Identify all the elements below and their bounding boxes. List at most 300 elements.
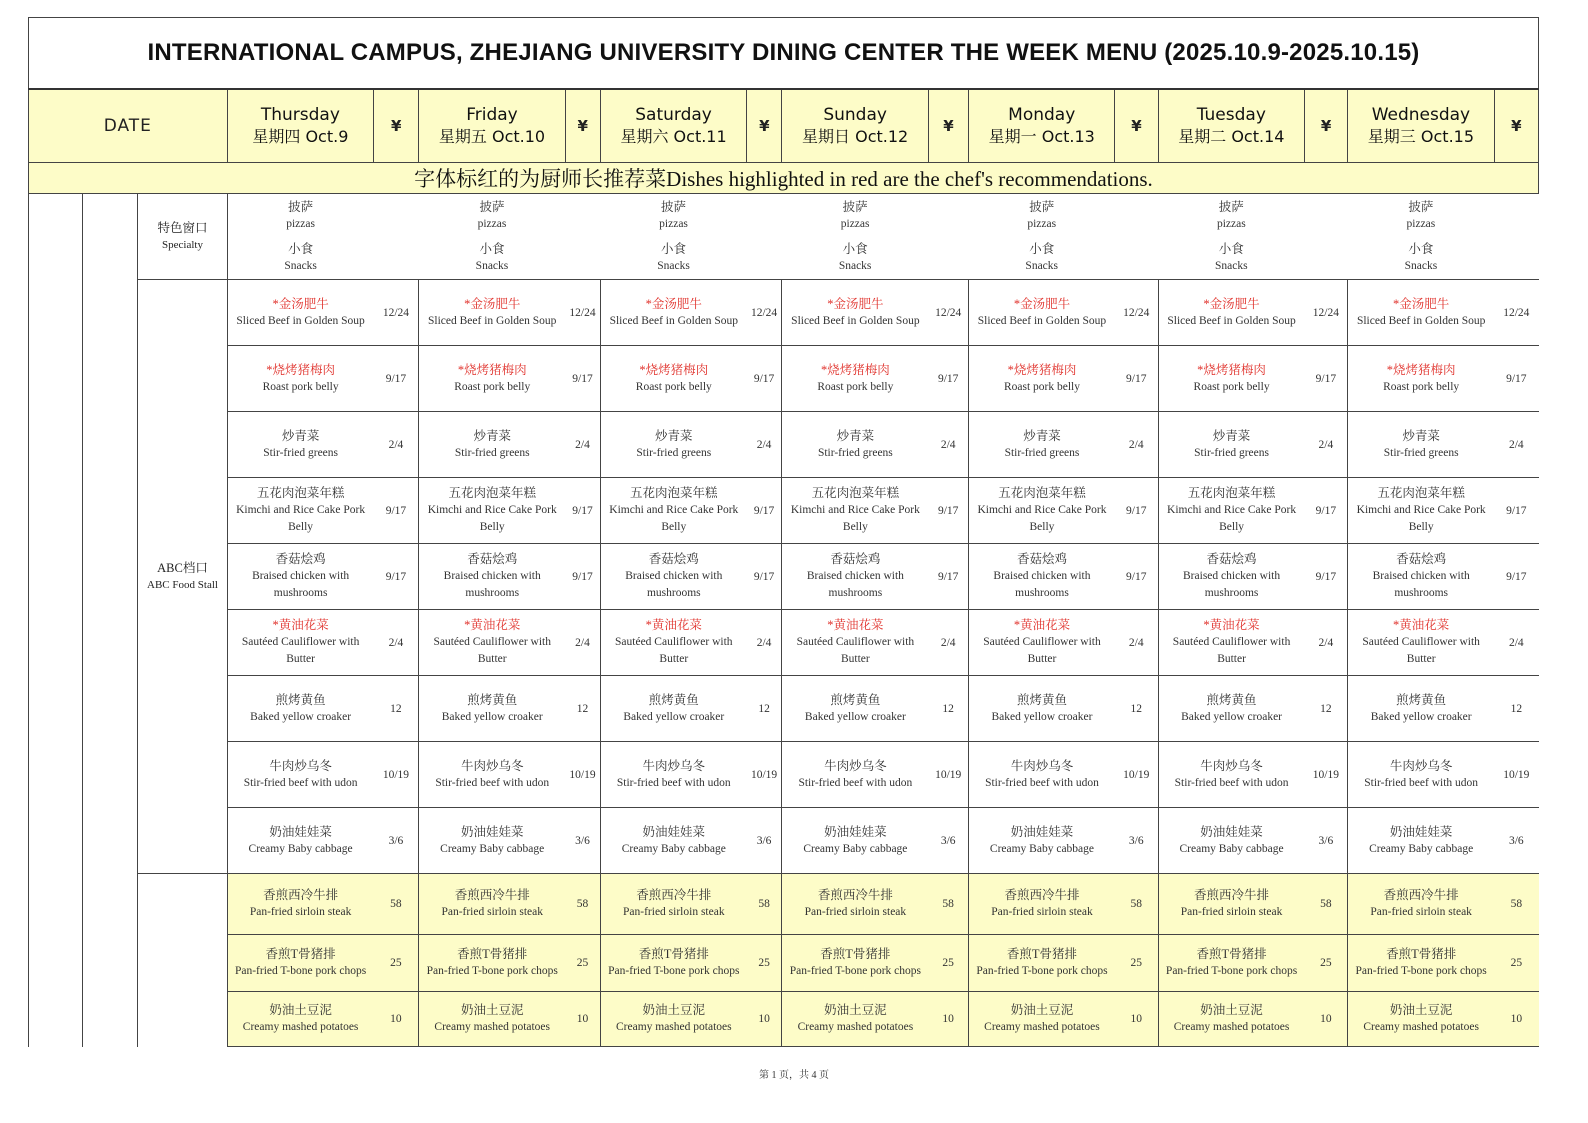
dish-name-en: Stir-fried greens [454, 446, 530, 459]
dish-cell [419, 935, 565, 992]
item-name-cn: 小食 [1218, 241, 1244, 256]
item-name-en: pizzas [1027, 217, 1057, 230]
dish-name-cn: *金汤肥牛 [1203, 296, 1260, 311]
dish-cell [227, 544, 373, 610]
dish-name-cn: 香煎西冷牛排 [263, 888, 339, 902]
specialty-cell [968, 194, 1114, 280]
dish-price: 3/6 [1115, 808, 1158, 874]
day-name: Sunday [823, 105, 887, 125]
day-name: Saturday [635, 105, 712, 125]
specialty-item [968, 241, 1114, 275]
dish-cell [782, 544, 928, 610]
dish-name-cn: 奶油娃娃菜 [460, 824, 524, 839]
dish-price: 10 [374, 992, 419, 1047]
item-name-cn: 披萨 [842, 199, 868, 214]
dish-name-en: Sautéed Cauliflower with Butter [1362, 636, 1480, 665]
dish-name-en: Pan-fried sirloin steak [249, 906, 352, 918]
dish-name-en: Creamy Baby cabbage [440, 842, 545, 855]
western-dish-row [29, 992, 1539, 1047]
dish-cell [1158, 676, 1304, 742]
window-name-en: ABC Food Stall [147, 578, 218, 591]
dish-price: 12 [565, 676, 600, 742]
dish-name-cn: *黄油花菜 [1393, 618, 1450, 632]
dish-price: 2/4 [747, 610, 782, 676]
day-date: Oct.9 [305, 127, 349, 146]
dish-name-en: Creamy Baby cabbage [621, 842, 726, 855]
dish-name-en: Stir-fried beef with udon [435, 776, 550, 789]
dish-cell [782, 346, 928, 412]
abc-dish-row [29, 280, 1539, 346]
item-name-cn: 披萨 [661, 199, 687, 214]
dish-name-cn: 香菇烩鸡 [1206, 552, 1257, 566]
dish-name-en: Roast pork belly [454, 380, 531, 393]
specialty-item [600, 199, 746, 233]
dish-cell [1348, 676, 1494, 742]
dish-price: 25 [374, 935, 419, 992]
dish-name-cn: *烧烤猪梅肉 [820, 362, 890, 377]
dish-cell [419, 610, 565, 676]
item-name-cn: 小食 [288, 241, 314, 256]
dish-cell [1158, 935, 1304, 992]
item-name-cn: 披萨 [1218, 199, 1244, 214]
dish-name-en: Stir-fried beef with udon [1174, 776, 1289, 789]
dish-price: 9/17 [1305, 544, 1348, 610]
dish-cell [1158, 478, 1304, 544]
dish-name-cn: 五花肉泡菜年糕 [256, 486, 345, 500]
dish-cell [968, 412, 1114, 478]
dish-cell [782, 676, 928, 742]
dish-name-en: Stir-fried beef with udon [616, 776, 731, 789]
abc-dish-row [29, 676, 1539, 742]
dish-name-cn: 五花肉泡菜年糕 [1377, 486, 1465, 500]
dish-price: 9/17 [374, 346, 419, 412]
day-name-cn: 星期二 [1178, 127, 1227, 146]
item-name-en: pizzas [840, 217, 870, 230]
dish-name-en: Creamy Baby cabbage [989, 842, 1095, 855]
page-footer: 第 1 页，共 4 页 [759, 1070, 829, 1081]
dish-name-cn: *黄油花菜 [645, 618, 702, 632]
specialty-cell [1348, 194, 1494, 280]
dish-price: 25 [1494, 935, 1538, 992]
dish-price: 10/19 [747, 742, 782, 808]
dish-name-cn: 五花肉泡菜年糕 [448, 486, 536, 500]
specialty-item [419, 241, 565, 275]
day-name-cn: 星期四 [252, 127, 301, 146]
dish-cell [1158, 610, 1304, 676]
dish-price: 9/17 [565, 478, 600, 544]
dish-name-en: Sautéed Cauliflower with Butter [983, 636, 1101, 665]
dish-name-cn: 炒青菜 [1023, 428, 1061, 443]
dish-name-cn: 牛肉炒乌冬 [1200, 758, 1263, 773]
dish-name-en: Creamy Baby cabbage [1179, 842, 1284, 855]
dish-price: 58 [928, 874, 968, 935]
day-date: Oct.15 [1420, 127, 1475, 146]
dish-name-cn: 炒青菜 [1402, 428, 1440, 443]
western-dish-row [29, 935, 1539, 992]
day-name-cn: 星期一 [988, 127, 1037, 146]
dish-price: 12/24 [1494, 280, 1538, 346]
dish-name-cn: 香煎西冷牛排 [1004, 888, 1080, 902]
dish-cell [1348, 935, 1494, 992]
dish-cell [419, 874, 565, 935]
dish-price: 3/6 [1305, 808, 1348, 874]
day-name: Wednesday [1371, 105, 1471, 125]
dish-price: 10/19 [1305, 742, 1348, 808]
currency-symbol: ¥ [1494, 89, 1538, 163]
section-col-2 [83, 194, 138, 1047]
dish-price: 9/17 [747, 478, 782, 544]
dish-cell [968, 808, 1114, 874]
dish-name-en: Stir-fried greens [263, 446, 339, 459]
dish-name-cn: 奶油土豆泥 [1389, 1003, 1453, 1017]
spacer-cell [374, 194, 419, 280]
spacer-cell [1494, 194, 1538, 280]
dish-cell [600, 412, 746, 478]
dish-cell [968, 874, 1114, 935]
dish-name-cn: 炒青菜 [836, 428, 875, 443]
dish-name-cn: 奶油娃娃菜 [824, 824, 887, 839]
dish-price: 2/4 [1305, 610, 1348, 676]
dish-price: 12/24 [1115, 280, 1158, 346]
dish-name-en: Braised chicken with mushrooms [443, 570, 541, 599]
dish-price: 10 [565, 992, 600, 1047]
dish-name-cn: 香菇烩鸡 [1016, 552, 1067, 566]
specialty-item [1158, 199, 1304, 233]
dish-cell [1158, 280, 1304, 346]
dish-name-en: Sautéed Cauliflower with Butter [796, 636, 915, 665]
day-name: Friday [466, 105, 518, 125]
dish-cell [1348, 610, 1494, 676]
dish-name-cn: 香煎T骨猪排 [457, 947, 528, 961]
dish-name-en: Stir-fried greens [1194, 446, 1269, 459]
specialty-cell [1158, 194, 1304, 280]
dish-name-cn: 香煎西冷牛排 [1383, 888, 1459, 902]
dish-cell [227, 808, 373, 874]
abc-dish-row [29, 412, 1539, 478]
dish-price: 58 [747, 874, 782, 935]
abc-dish-row [29, 346, 1539, 412]
day-date: Oct.10 [491, 127, 546, 146]
specialty-item [419, 199, 565, 233]
dish-cell [968, 280, 1114, 346]
dish-name-cn: 奶油土豆泥 [1200, 1003, 1263, 1017]
dish-name-cn: 香煎西冷牛排 [817, 888, 893, 902]
dish-cell [1348, 808, 1494, 874]
specialty-item [1348, 199, 1494, 233]
dish-name-cn: *烧烤猪梅肉 [1386, 362, 1456, 377]
dish-cell [227, 992, 373, 1047]
dish-price: 2/4 [1494, 412, 1538, 478]
dish-cell [1158, 544, 1304, 610]
item-name-cn: 披萨 [479, 199, 505, 214]
dish-price: 12 [1305, 676, 1348, 742]
dish-price: 2/4 [928, 610, 968, 676]
specialty-item [228, 199, 374, 233]
dish-name-en: Baked yellow croaker [441, 710, 543, 723]
dish-name-en: Braised chicken with mushrooms [252, 570, 350, 599]
dish-name-cn: 炒青菜 [281, 428, 320, 443]
dish-name-cn: 香菇烩鸡 [648, 552, 699, 566]
day-name-cn: 星期五 [438, 127, 487, 146]
spacer-cell [565, 194, 600, 280]
dish-price: 3/6 [374, 808, 419, 874]
dish-price: 10 [1494, 992, 1538, 1047]
dish-name-cn: 香菇烩鸡 [1396, 552, 1447, 566]
dish-name-en: Stir-fried greens [636, 446, 712, 459]
dish-cell [227, 935, 373, 992]
dish-price: 58 [1305, 874, 1348, 935]
dish-cell [1158, 346, 1304, 412]
dish-price: 12/24 [565, 280, 600, 346]
dish-cell [600, 874, 746, 935]
day-date-line [1348, 126, 1493, 148]
item-name-en: Snacks [657, 259, 690, 272]
dish-cell [600, 478, 746, 544]
item-name-en: Snacks [1025, 259, 1059, 272]
dish-price: 10/19 [374, 742, 419, 808]
item-name-cn: 小食 [661, 241, 687, 256]
dish-name-cn: *金汤肥牛 [1393, 296, 1450, 311]
dish-cell [600, 346, 746, 412]
dish-name-cn: 香煎T骨猪排 [638, 947, 709, 961]
dish-price: 12 [374, 676, 419, 742]
dish-price: 9/17 [928, 544, 968, 610]
dish-name-en: Sliced Beef in Golden Soup [791, 314, 920, 327]
dish-price: 25 [1305, 935, 1348, 992]
specialty-item [968, 199, 1114, 233]
dish-name-en: Kimchi and Rice Cake Pork Belly [977, 504, 1107, 533]
dish-price: 10 [1305, 992, 1348, 1047]
dish-cell [227, 346, 373, 412]
dish-name-cn: 香煎西冷牛排 [1194, 888, 1270, 902]
dish-name-en: Baked yellow croaker [1370, 710, 1472, 723]
dish-name-cn: 牛肉炒乌冬 [269, 758, 332, 773]
currency-symbol: ¥ [1305, 89, 1348, 163]
dish-price: 3/6 [928, 808, 968, 874]
window-name-cn: 特色窗口 [157, 220, 208, 235]
currency-symbol: ¥ [928, 89, 968, 163]
dish-name-cn: 奶油娃娃菜 [1200, 824, 1263, 839]
dish-name-cn: 奶油娃娃菜 [642, 824, 706, 839]
specialty-item [1348, 241, 1494, 275]
dish-name-cn: 香煎西冷牛排 [454, 888, 530, 902]
item-name-en: pizzas [1216, 217, 1246, 230]
dish-name-en: Sliced Beef in Golden Soup [977, 314, 1107, 327]
dish-name-en: Stir-fried greens [817, 446, 893, 459]
dish-name-en: Stir-fried beef with udon [243, 776, 358, 789]
dish-cell [1348, 280, 1494, 346]
item-name-en: pizzas [659, 217, 688, 230]
dish-name-cn: *黄油花菜 [464, 618, 521, 632]
dish-name-en: Creamy mashed potatoes [984, 1021, 1100, 1033]
dish-price: 2/4 [928, 412, 968, 478]
dish-name-en: Baked yellow croaker [623, 710, 725, 723]
dish-cell [227, 676, 373, 742]
specialty-row [29, 194, 1539, 280]
item-name-cn: 小食 [842, 241, 868, 256]
dish-cell [1348, 346, 1494, 412]
dish-name-en: Creamy mashed potatoes [434, 1021, 551, 1033]
dish-cell [968, 992, 1114, 1047]
dish-name-en: Pan-fried T-bone pork chops [1355, 965, 1487, 977]
dish-price: 10 [928, 992, 968, 1047]
dish-name-cn: 煎烤黄鱼 [648, 692, 699, 707]
dish-cell [600, 742, 746, 808]
item-name-en: Snacks [475, 259, 509, 272]
dish-cell [782, 610, 928, 676]
dish-price: 25 [1115, 935, 1158, 992]
currency-symbol: ¥ [374, 89, 419, 163]
dish-price: 9/17 [747, 544, 782, 610]
abc-dish-row [29, 544, 1539, 610]
dish-name-en: Sliced Beef in Golden Soup [428, 314, 557, 327]
item-name-cn: 小食 [1029, 241, 1055, 256]
dish-name-cn: 香菇烩鸡 [830, 552, 881, 566]
dish-price: 25 [747, 935, 782, 992]
dish-price: 25 [928, 935, 968, 992]
dish-price: 9/17 [1305, 478, 1348, 544]
dish-name-en: Sautéed Cauliflower with Butter [433, 636, 551, 665]
dish-name-cn: 五花肉泡菜年糕 [630, 486, 718, 500]
item-name-en: Snacks [838, 259, 872, 272]
dish-name-cn: *黄油花菜 [272, 618, 329, 632]
dish-name-en: Kimchi and Rice Cake Pork Belly [236, 504, 366, 533]
item-name-en: Snacks [1215, 259, 1248, 272]
dish-cell [600, 610, 746, 676]
dish-cell [782, 478, 928, 544]
dish-name-cn: *烧烤猪梅肉 [266, 362, 335, 377]
dish-cell [1348, 742, 1494, 808]
dish-name-en: Creamy Baby cabbage [248, 842, 353, 855]
dish-name-en: Pan-fried T-bone pork chops [789, 965, 922, 977]
dish-price: 9/17 [1305, 346, 1348, 412]
dish-cell [782, 935, 928, 992]
dish-price: 25 [565, 935, 600, 992]
dish-name-cn: *金汤肥牛 [827, 296, 884, 311]
dish-price: 58 [1494, 874, 1538, 935]
menu-sheet [28, 17, 1539, 1047]
dish-name-en: Braised chicken with mushrooms [1372, 570, 1470, 599]
dish-name-cn: 煎烤黄鱼 [1396, 692, 1447, 707]
dish-name-cn: 香菇烩鸡 [467, 552, 518, 566]
window-name-en: Specialty [162, 238, 203, 251]
dish-cell [1158, 412, 1304, 478]
dish-cell [782, 412, 928, 478]
dish-name-en: Pan-fried sirloin steak [1180, 906, 1283, 918]
dish-name-en: Pan-fried sirloin steak [1370, 906, 1472, 918]
day-date: Oct.14 [1231, 127, 1285, 146]
dish-price: 2/4 [1115, 412, 1158, 478]
dish-name-cn: 奶油土豆泥 [1010, 1003, 1074, 1017]
date-header-row [29, 89, 1539, 163]
dish-name-en: Creamy mashed potatoes [1363, 1021, 1479, 1033]
dish-cell [600, 280, 746, 346]
dish-cell [782, 874, 928, 935]
dish-name-cn: 奶油娃娃菜 [1389, 824, 1453, 839]
day-name: Thursday [260, 105, 340, 125]
dish-price: 3/6 [747, 808, 782, 874]
dish-name-en: Creamy mashed potatoes [242, 1021, 359, 1033]
day-date-line [419, 126, 564, 148]
dish-name-cn: 牛肉炒乌冬 [460, 758, 524, 773]
date-label: DATE [29, 89, 228, 163]
day-name: Tuesday [1196, 105, 1266, 125]
dish-price: 2/4 [1494, 610, 1538, 676]
chef-recommend-note: 字体标红的为厨师长推荐菜Dishes highlighted in red are the chef's recommendations. [29, 163, 1539, 194]
dish-name-en: Sliced Beef in Golden Soup [609, 314, 738, 327]
page-title: INTERNATIONAL CAMPUS, ZHEJIANG UNIVERSITY DINING CENTER THE WEEK MENU (2025.10.9-2025.10.15) [29, 18, 1539, 90]
dish-name-cn: 煎烤黄鱼 [275, 692, 326, 707]
dish-name-cn: 炒青菜 [655, 428, 693, 443]
dish-cell [968, 610, 1114, 676]
dish-name-cn: 香煎T骨猪排 [1196, 947, 1267, 961]
dish-price: 12/24 [1305, 280, 1348, 346]
dish-name-en: Stir-fried greens [1383, 446, 1459, 459]
dish-cell [227, 742, 373, 808]
dish-name-cn: 奶油娃娃菜 [1010, 824, 1074, 839]
specialty-item [782, 241, 928, 275]
dish-price: 12 [928, 676, 968, 742]
dish-price: 10 [1115, 992, 1158, 1047]
dish-name-cn: 煎烤黄鱼 [1206, 692, 1257, 707]
dish-name-en: Baked yellow croaker [250, 710, 352, 723]
dish-cell [782, 808, 928, 874]
dish-price: 9/17 [1115, 544, 1158, 610]
dish-name-en: Creamy mashed potatoes [615, 1021, 732, 1033]
dish-name-en: Kimchi and Rice Cake Pork Belly [427, 504, 557, 533]
specialty-item [228, 241, 374, 275]
dish-name-en: Baked yellow croaker [1181, 710, 1283, 723]
dish-cell [968, 346, 1114, 412]
dish-price: 12/24 [928, 280, 968, 346]
dish-name-en: Kimchi and Rice Cake Pork Belly [609, 504, 739, 533]
dish-price: 9/17 [747, 346, 782, 412]
dish-price: 9/17 [374, 478, 419, 544]
dish-price: 2/4 [1115, 610, 1158, 676]
dish-name-en: Roast pork belly [1383, 380, 1460, 393]
dish-name-en: Pan-fried sirloin steak [623, 906, 725, 918]
dish-name-en: Sliced Beef in Golden Soup [236, 314, 365, 327]
dish-name-en: Braised chicken with mushrooms [993, 570, 1091, 599]
day-date-line [228, 126, 373, 148]
dish-name-en: Creamy mashed potatoes [797, 1021, 914, 1033]
dish-price: 2/4 [374, 610, 419, 676]
dish-name-cn: 香煎西冷牛排 [636, 888, 712, 902]
dish-cell [782, 280, 928, 346]
dish-cell [1348, 412, 1494, 478]
dish-name-en: Roast pork belly [262, 380, 339, 393]
dish-price: 3/6 [1494, 808, 1538, 874]
item-name-cn: 披萨 [1408, 199, 1434, 214]
dish-name-en: Roast pork belly [1193, 380, 1270, 393]
dish-cell [227, 610, 373, 676]
dish-cell [968, 676, 1114, 742]
item-name-en: pizzas [1406, 217, 1436, 230]
item-name-en: Snacks [284, 259, 317, 272]
dish-name-en: Stir-fried beef with udon [985, 776, 1099, 789]
dish-cell [782, 742, 928, 808]
dish-name-en: Creamy Baby cabbage [803, 842, 908, 855]
dish-name-cn: 香煎T骨猪排 [820, 947, 891, 961]
dish-price: 58 [374, 874, 419, 935]
section-col-1 [29, 194, 83, 1047]
dish-name-en: Braised chicken with mushrooms [625, 570, 723, 599]
specialty-item [1158, 241, 1304, 275]
dish-price: 2/4 [565, 412, 600, 478]
dish-name-en: Sautéed Cauliflower with Butter [615, 636, 733, 665]
dish-name-en: Braised chicken with mushrooms [1183, 570, 1281, 599]
day-date-line [782, 126, 927, 148]
